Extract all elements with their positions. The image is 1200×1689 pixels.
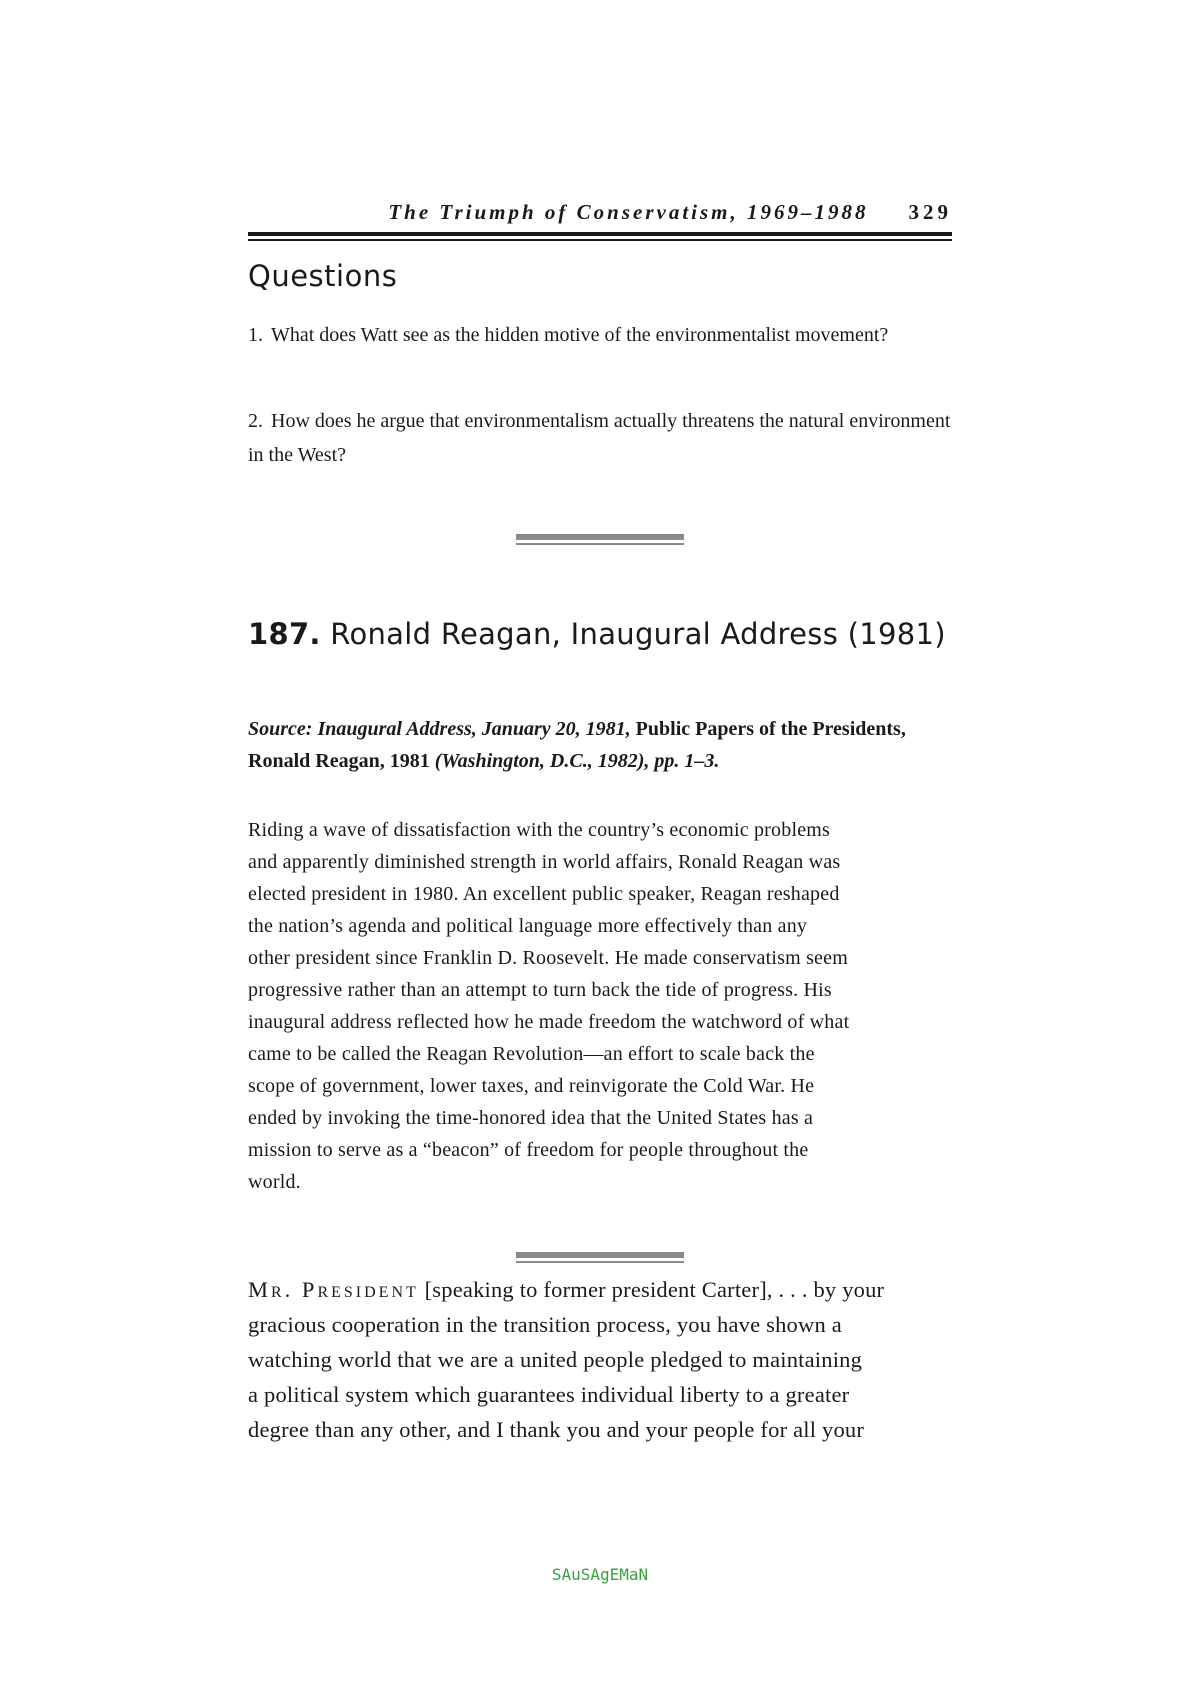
question-text: What does Watt see as the hidden motive of the environmentalist movement? [271, 324, 889, 346]
speech-line: degree than any other, and I thank you and your people for all your [248, 1417, 865, 1442]
headnote-line: scope of government, lower taxes, and reinvigorate the Cold War. He [248, 1075, 815, 1097]
question-number: 2. [248, 410, 263, 432]
document-title [248, 614, 952, 654]
headnote-line: ended by invoking the time-honored idea that the United States has a [248, 1107, 814, 1129]
question-2 [248, 404, 952, 472]
headnote-line: came to be called the Reagan Revolution—an effort to scale back the [248, 1043, 815, 1065]
headnote-paragraph [248, 814, 952, 1198]
source-citation [248, 713, 952, 777]
questions-heading: Questions [248, 259, 398, 293]
headnote-line: world. [248, 1171, 301, 1193]
section-ornament [516, 534, 684, 545]
page-number: 329 [908, 200, 952, 224]
header-rule-thick [248, 232, 952, 236]
source-lead: Source: Inaugural Address, January 20, 1981, [248, 718, 631, 740]
speech-line [248, 1272, 952, 1307]
header-rule-thin [248, 239, 952, 241]
running-title: The Triumph of Conservatism, 1969–1988 [388, 200, 869, 224]
speech-text [248, 1272, 952, 1447]
section-ornament [516, 1252, 684, 1263]
question-1 [248, 318, 952, 352]
headnote-line: elected president in 1980. An excellent public speaker, Reagan reshaped [248, 883, 840, 905]
speech-opening: Mr. President [248, 1277, 419, 1302]
speech-line: a political system which guarantees individual liberty to a greater [248, 1382, 850, 1407]
question-number: 1. [248, 324, 263, 346]
headnote-line: and apparently diminished strength in world affairs, Ronald Reagan was [248, 851, 841, 873]
source-work: Public Papers of the Presidents, Ronald Reagan, 1981 [248, 718, 906, 772]
speech-line: watching world that we are a united people pledged to maintaining [248, 1347, 863, 1372]
headnote-line: progressive rather than an attempt to turn back the tide of progress. His [248, 979, 832, 1001]
source-tail: (Washington, D.C., 1982), pp. 1–3. [434, 750, 720, 772]
document-title-text: Ronald Reagan, Inaugural Address (1981) [330, 617, 946, 651]
watermark: SAuSAgEMaN [551, 1565, 649, 1584]
document-number: 187. [248, 617, 321, 651]
speech-first-line: [speaking to former president Carter], . . . by your [418, 1277, 885, 1302]
headnote-line: the nation’s agenda and political language more effectively than any [248, 915, 808, 937]
headnote-line: mission to serve as a “beacon” of freedom for people throughout the [248, 1139, 809, 1161]
headnote-line: other president since Franklin D. Roosevelt. He made conservatism seem [248, 947, 848, 969]
headnote-line: Riding a wave of dissatisfaction with the country’s economic problems [248, 819, 831, 841]
question-text: How does he argue that environmentalism actually threatens the natural environment in the West? [248, 410, 951, 466]
headnote-line: inaugural address reflected how he made freedom the watchword of what [248, 1011, 850, 1033]
running-head [248, 196, 952, 228]
speech-line: gracious cooperation in the transition process, you have shown a [248, 1312, 842, 1337]
